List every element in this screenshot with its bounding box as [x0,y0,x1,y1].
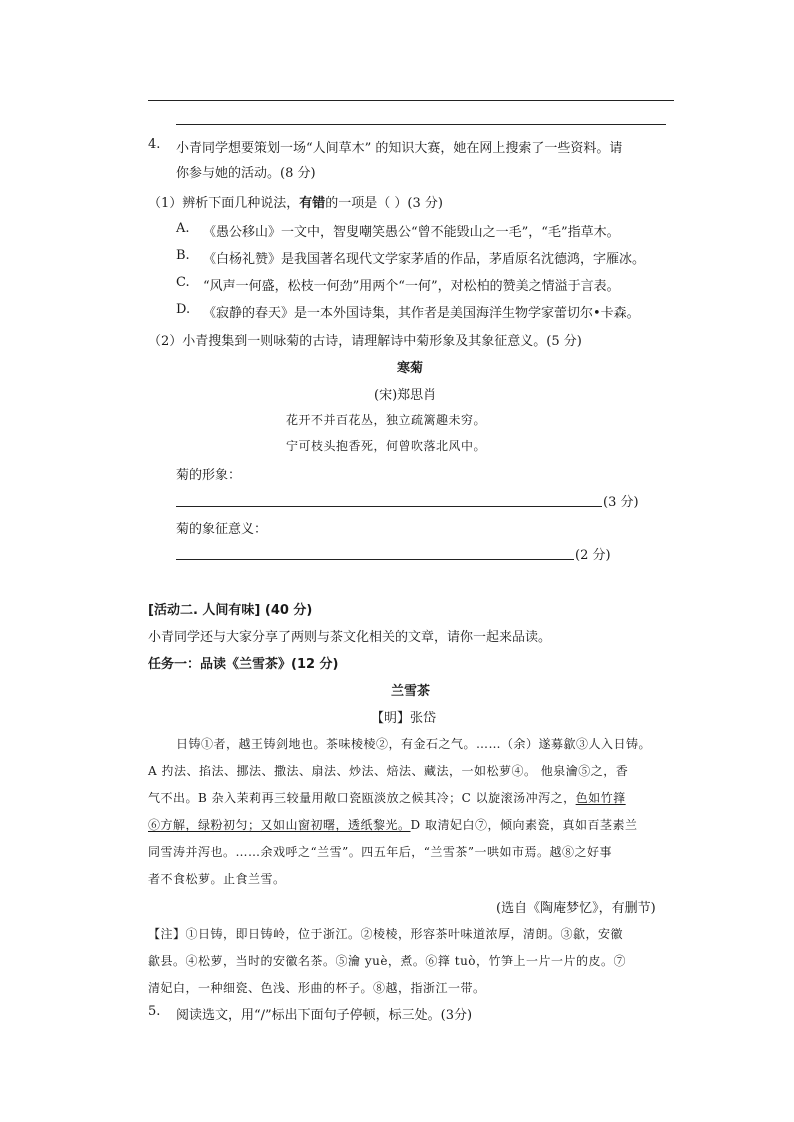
article-line3 [148,789,626,806]
option-a-key: A. [176,221,190,236]
poem-author: (宋)郑思肖 [374,388,437,403]
q4-number: 4. [148,137,161,152]
article-author: 【明】张岱 [371,711,437,726]
article-line1: 日铸①者，越王铸剑地也。茶味棱棱②，有金石之气。……（余）遂募歙③人入日铸。 [176,737,652,751]
label-symbol: 菊的象征意义： [176,522,268,537]
article-line6: 者不食松萝。止食兰雪。 [148,872,286,886]
note-line1: 【注】①日铸，即日铸岭，位于浙江。②棱棱，形容茶叶味道浓厚，清朗。③歙，安徽 [148,927,624,941]
article-line4-underlined: ⑥方解，绿粉初匀；又如山窗初曙，透纸黎光。 [148,818,411,832]
q4-sub1-bold: 有错 [299,196,326,211]
poem-line2: 宁可枝头抱香死，何曾吹落北风中。 [286,439,487,453]
option-b-text: 《白杨礼赞》是我国著名现代文学家茅盾的作品，茅盾原名沈德鸿，字雁冰。 [203,252,646,267]
article-line3-main: 气不出。B 杂入茉莉再三较量用敞口瓷瓯淡放之候其冷；C 以旋滚汤冲泻之， [148,791,576,805]
score-image: (3 分) [603,495,639,510]
activity2-title: [活动二. 人间有味] (40 分) [148,603,313,618]
q4-sub1 [148,192,443,211]
article-source: (选自《陶庵梦忆》，有删节) [496,901,656,916]
task1-title: 任务一：品读《兰雪茶》(12 分) [148,657,339,672]
activity2-intro: 小青同学还与大家分享了两则与茶文化相关的文章，请你一起来品读。 [148,630,552,645]
article-line5: 同雪涛并泻也。……余戏呼之“兰雪”。四五年后，“兰雪茶”一哄如市焉。越⑧之好事 [148,845,613,859]
note-line3: 清妃白，一种细瓷、色浅、形曲的杯子。⑧越，指浙江一带。 [148,981,486,995]
q4-sub1-pre: （1）辨析下面几种说法， [148,196,300,211]
article-line4-rest: D 取清妃白⑦，倾向素瓷，真如百茎素兰 [410,818,638,832]
option-a-text: 《愚公移山》一文中，智叟嘲笑愚公“曾不能毁山之一毛”，“毛”指草木。 [203,225,620,240]
q4-intro-line2: 你参与她的活动。(8 分) [176,166,316,181]
option-c-text: “风声一何盛，松枝一何劲”用两个“一何”，对松柏的赞美之情溢于言表。 [203,279,620,294]
option-d-text: 《寂静的春天》是一本外国诗集，其作者是美国海洋生物学家蕾切尔•卡森。 [203,306,640,321]
article-line4 [148,816,637,833]
poem-line1: 花开不并百花丛，独立疏篱趣未穷。 [286,413,487,427]
label-image: 菊的形象： [176,468,242,483]
q4-intro-line1: 小青同学想要策划一场“人间草木” 的知识大赛，她在网上搜索了一些资料。请 [176,141,623,156]
option-b-key: B. [176,248,190,263]
q5-number: 5. [148,1004,161,1019]
q4-sub2: （2）小青搜集到一则咏菊的古诗，请理解诗中菊形象及其象征意义。(5 分) [148,334,582,349]
option-d-key: D. [176,302,191,317]
q5-text: 阅读选文，用“/”标出下面句子停顿，标三处。(3分) [176,1008,473,1023]
poem-title: 寒菊 [397,361,424,376]
article-line3-underlined: 色如竹箨 [575,791,626,805]
article-title: 兰雪茶 [391,684,431,699]
answer-line-symbol[interactable] [176,559,574,560]
article-line2: A 扚法、掐法、挪法、撒法、扇法、炒法、焙法、藏法，一如松萝④。 他泉瀹⑤之，香 [148,764,629,778]
score-symbol: (2 分) [575,548,611,563]
answer-line-top [148,100,674,101]
note-line2: 歙县。④松萝，当时的安徽名茶。⑤瀹 yuè，煮。⑥箨 tuò，竹笋上一片一片的皮。⑦ [148,954,627,968]
answer-line-image[interactable] [176,506,602,507]
q4-sub1-post: 的一项是（ ）(3 分) [325,196,443,211]
option-c-key: C. [176,275,190,290]
answer-line-second [176,124,666,125]
